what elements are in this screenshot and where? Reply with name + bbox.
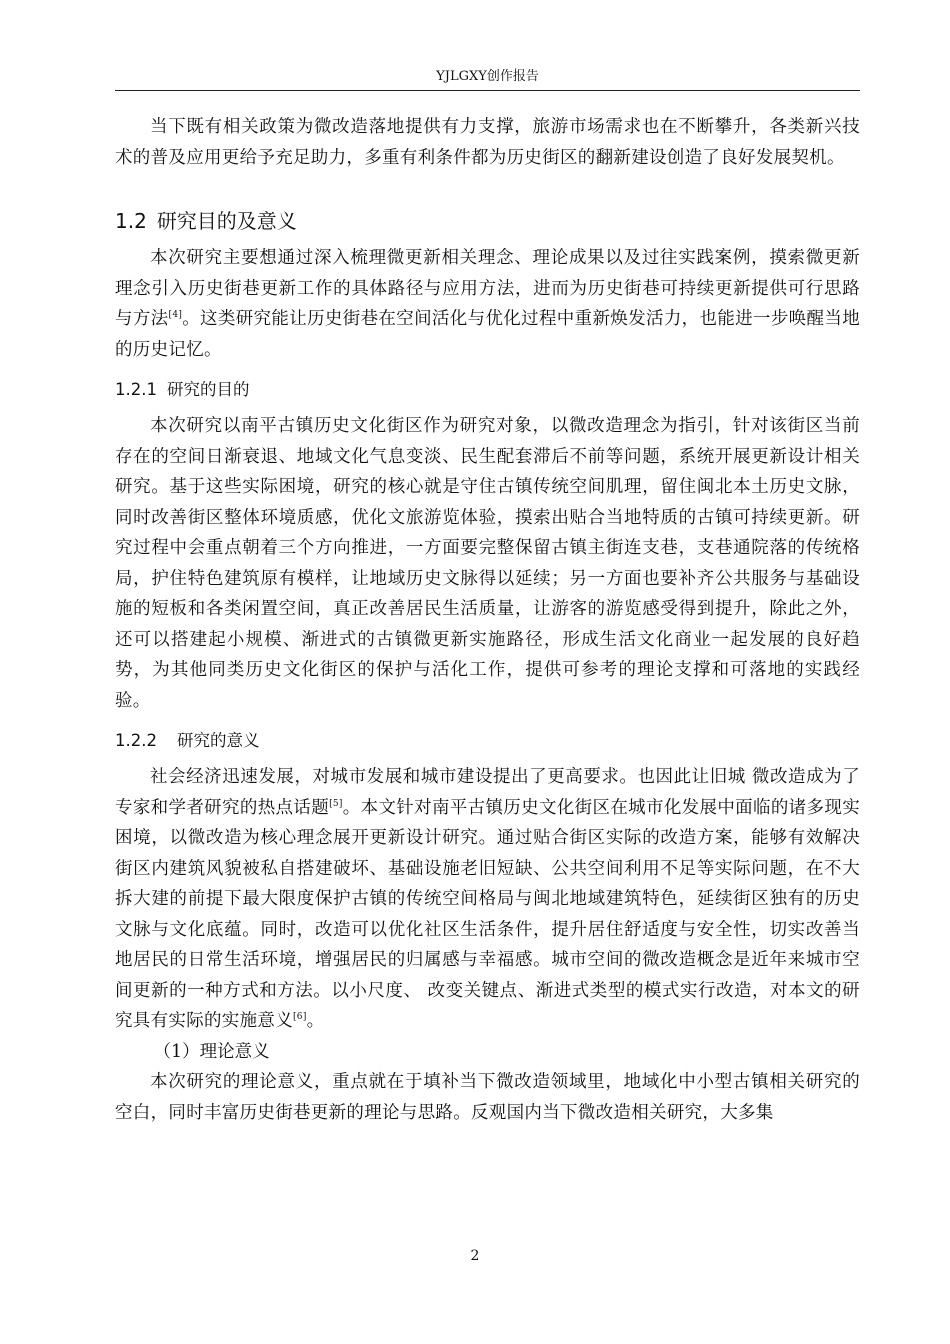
running-header — [115, 64, 860, 91]
section-title: 研究的目的 — [166, 380, 250, 399]
header-title: YJLGXY创作报告 — [436, 69, 539, 84]
section-heading-1-2-1 — [115, 375, 860, 405]
intro-paragraph: 当下既有相关政策为微改造落地提供有力支撑，旅游市场需求也在不断攀升，各类新兴技术的普及应用更给予充足助力，多重有利条件都为历史街区的翻新建设创造了良好发展契机。 — [115, 117, 860, 168]
section-number: 1.2 — [115, 209, 147, 233]
section-1-2-1-paragraph: 本次研究以南平古镇历史文化街区作为研究对象，以微改造理念为指引，针对该街区当前存在的空间日渐衰退、地域文化气息变淡、民生配套滞后不前等问题，系统开展更新设计相关研究。基于这些实际困境，研究的核心就是守住古镇传统空间肌理，留住闽北本土历史文脉，同时改善街区整体环境质感，优化文旅游览体验，摸索出贴合当地特质的古镇可持续更新。研究过程中会重点朝着三个方向推进，一方面要完整保留古镇主街连支巷，支巷通院落的传统格局，护住特色建筑原有模样，让地域历史文脉得以延续；另一方面也要补齐公共服务与基础设施的短板和各类闲置空间，真正改善居民生活质量，让游客的游览感受得到提升，除此之外，还可以搭建起小规模、渐进式的古镇微更新实施路径，形成生活文化商业一起发展的良好趋势，为其他同类历史文化街区的保护与活化工作，提供可参考的理论支撑和可落地的实践经验。 — [115, 416, 860, 711]
paragraph-text: 。本文针对南平古镇历史文化街区在城市化发展中面临的诸多现实困境，以微改造为核心理念展开更新设计研究。通过贴合街区实际的改造方案，能够有效解决街区内建筑风貌被私自搭建破坏、基础设施老旧短缺、公共空间利用不足等实际问题，在不大拆大建的前提下最大限度保护古镇的传统空间格局与闽北地域建筑特色，延续街区独有的历史文脉与文化底蕴。同时，改造可以优化社区生活条件，提升居住舒适度与安全性，切实改善当地居民的日常生活环境，增强居民的归属感与幸福感。城市空间的微改造概念是近年来城市空间更新的一种方式和方法。以小尺度、 改变关键点、渐进式类型的模式实行改造，对本文的研究具有实际的实施意义 — [115, 797, 860, 1031]
page-body — [115, 112, 860, 1128]
paragraph-text: 。这类研究能让历史街巷在空间活化与优化过程中重新焕发活力，也能进一步唤醒当地的历史记忆。 — [115, 309, 860, 360]
sub-heading-theory: （1）理论意义 — [153, 1041, 270, 1062]
paragraph-text: 。 — [306, 1011, 325, 1031]
page-number: 2 — [470, 1248, 480, 1264]
citation: [6] — [293, 1012, 307, 1023]
section-title: 研究的意义 — [176, 731, 260, 750]
section-heading-1-2-2 — [115, 726, 860, 756]
citation: [5] — [329, 798, 343, 809]
section-1-2-2-paragraph — [115, 762, 860, 1037]
section-title: 研究目的及意义 — [156, 209, 297, 233]
theory-paragraph: 本次研究的理论意义，重点就在于填补当下微改造领域里，地域化中小型古镇相关研究的空白，同时丰富历史街巷更新的理论与思路。反观国内当下微改造相关研究，大多集 — [115, 1072, 860, 1123]
section-number: 1.2.2 — [115, 731, 157, 750]
paragraph-text: 本次研究主要想通过深入梳理微更新相关理念、理论成果以及过往实践案例，摸索微更新理念引入历史街巷更新工作的具体路径与应用方法，进而为历史街巷可持续更新提供可行思路与方法 — [115, 248, 860, 329]
section-heading-1-2 — [115, 205, 860, 237]
citation: [4] — [168, 310, 183, 321]
section-number: 1.2.1 — [115, 380, 157, 399]
paragraph-text: 社会经济迅速发展，对城市发展和城市建设提出了更高要求。也因此让旧城 微改造成为了专家和学者研究的热点话题 — [115, 767, 860, 818]
section-1-2-paragraph — [115, 243, 860, 365]
